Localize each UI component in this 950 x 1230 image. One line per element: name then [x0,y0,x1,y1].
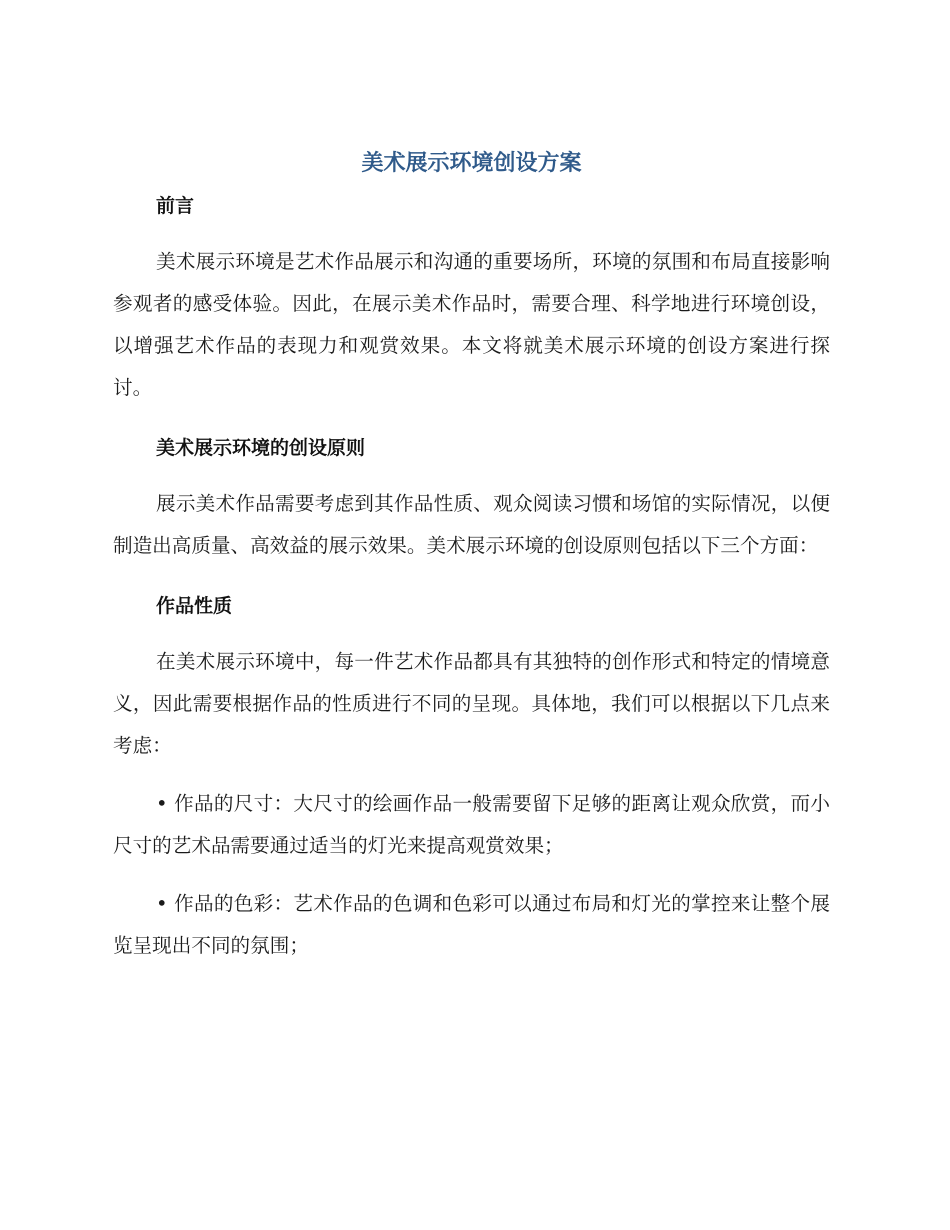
section-heading-principles: 美术展示环境的创设原则 [156,437,366,459]
list-item-artwork-size: • 作品的尺寸：大尺寸的绘画作品一般需要留下足够的距离让观众欣赏，而小尺寸的艺术品需要通过适当的灯光来提高观赏效果； [113,792,830,857]
document-body [113,147,830,967]
document-title: 美术展示环境创设方案 [361,151,582,176]
section-heading-artwork-nature: 作品性质 [156,595,233,617]
paragraph-artwork-nature: 在美术展示环境中，每一件艺术作品都具有其独特的创作形式和特定的情境意义，因此需要根据作品的性质进行不同的呈现。具体地，我们可以根据以下几点来考虑： [113,650,830,757]
list-item-artwork-color: • 作品的色彩：艺术作品的色调和色彩可以通过布局和灯光的掌控来让整个展览呈现出不同的氛围； [113,892,830,957]
section-heading-preface: 前言 [156,195,195,217]
paragraph-preface: 美术展示环境是艺术作品展示和沟通的重要场所，环境的氛围和布局直接影响参观者的感受体验。因此，在展示美术作品时，需要合理、科学地进行环境创设，以增强艺术作品的表现力和观赏效果。本文将就美术展示环境的创设方案进行探讨。 [113,250,830,399]
paragraph-principles: 展示美术作品需要考虑到其作品性质、观众阅读习惯和场馆的实际情况，以便制造出高质量、高效益的展示效果。美术展示环境的创设原则包括以下三个方面： [113,492,830,557]
